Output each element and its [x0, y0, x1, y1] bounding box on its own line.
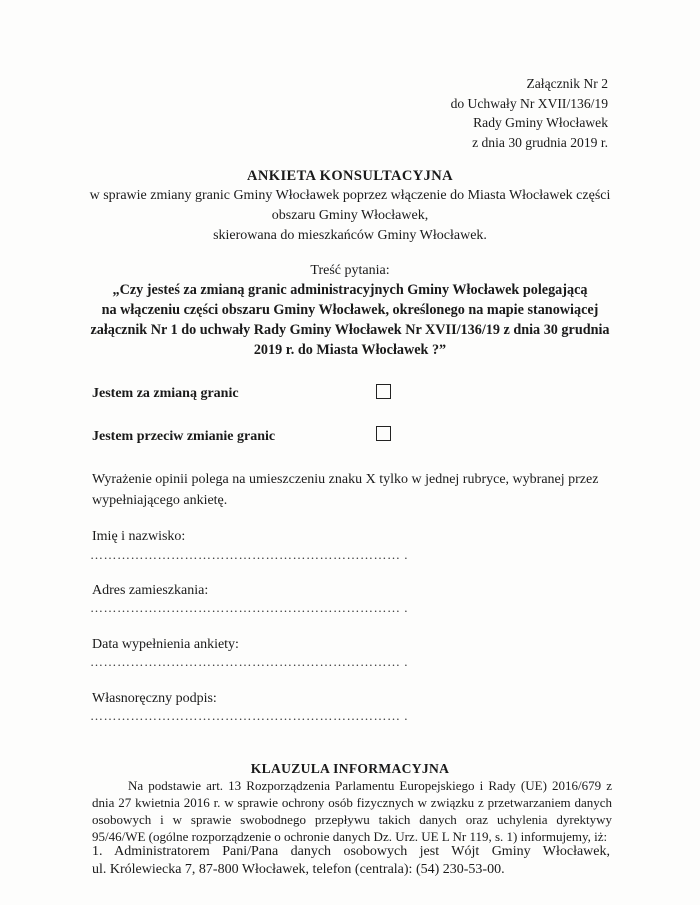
annex-reference	[451, 74, 608, 152]
date-field-line[interactable]: …………………………………………………………… .	[90, 654, 408, 669]
option-against-label: Jestem przeciw zmianie granic	[92, 429, 276, 444]
annex-number: Załącznik Nr 2	[526, 76, 608, 91]
clause-item-1: 1. Administratorem Pani/Pana danych osobowych jest Wójt Gminy Włocławek,	[92, 844, 610, 859]
option-against-checkbox[interactable]	[376, 426, 391, 441]
question-text	[0, 280, 700, 360]
question-line: 2019 r. do Miasta Włocławek ?”	[253, 342, 447, 358]
address-field-label: Adres zamieszkania:	[92, 583, 209, 598]
question-line: na włączeniu części obszaru Gminy Włocławek, określonego na mapie stanowiącej	[101, 302, 599, 318]
clause-item-1-continued: ul. Królewiecka 7, 87-800 Włocławek, telefon (centrala): (54) 230-53-00.	[92, 862, 505, 877]
signature-field-label: Własnoręczny podpis:	[92, 691, 217, 706]
annex-date: z dnia 30 grudnia 2019 r.	[472, 134, 608, 150]
survey-subtitle	[0, 186, 700, 246]
option-for-label: Jestem za zmianą granic	[92, 386, 239, 401]
clause-title: KLAUZULA INFORMACYJNA	[250, 761, 450, 776]
question-line: załącznik Nr 1 do uchwały Rady Gminy Włocławek Nr XVII/136/19 z dnia 30 grudnia	[90, 322, 610, 338]
signature-field-line[interactable]: …………………………………………………………… .	[90, 708, 408, 723]
address-field-line[interactable]: …………………………………………………………… .	[90, 600, 408, 615]
question-label: Treść pytania:	[310, 263, 390, 278]
annex-resolution: do Uchwały Nr XVII/136/19	[450, 95, 608, 111]
date-field-label: Data wypełnienia ankiety:	[92, 637, 239, 652]
subtitle-line: w sprawie zmiany granic Gminy Włocławek poprzez włączenie do Miasta Włocławek części	[89, 188, 611, 203]
option-for-checkbox[interactable]	[376, 384, 391, 399]
name-field-label: Imię i nazwisko:	[92, 529, 186, 544]
annex-council: Rady Gminy Włocławek	[473, 115, 608, 130]
name-field-line[interactable]: …………………………………………………………… .	[90, 547, 408, 562]
clause-paragraph: Na podstawie art. 13 Rozporządzenia Parlamentu Europejskiego i Rady (UE) 2016/679 z dnia 27 kwietnia 2016 r. w sprawie ochrony osób fizycznych w związku z przetwarzaniem danych osobowych i w sprawie swobodnego przepływu takich danych oraz uchylenia dyrektywy 95/46/WE (ogólne rozporządzenie o ochronie danych Dz. Urz. UE L Nr 119, s. 1) informujemy, iż:	[92, 778, 612, 844]
subtitle-line: skierowana do mieszkańców Gminy Włocławek.	[213, 228, 487, 243]
survey-title: ANKIETA KONSULTACYJNA	[247, 168, 453, 184]
question-line: „Czy jesteś za zmianą granic administracyjnych Gminy Włocławek polegającą	[112, 282, 588, 298]
subtitle-line: obszaru Gminy Włocławek,	[271, 208, 429, 223]
instruction-text: Wyrażenie opinii polega na umieszczeniu znaku X tylko w jednej rubryce, wybranej przez wypełniającego ankietę.	[92, 472, 599, 508]
